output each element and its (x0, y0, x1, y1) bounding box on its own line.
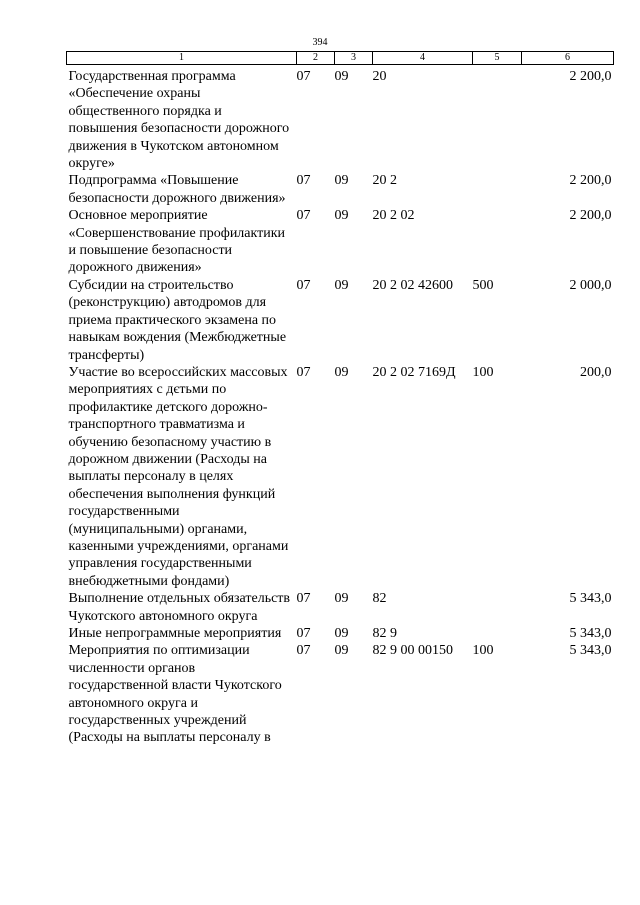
table-row (67, 590, 614, 625)
row-expense-type (473, 207, 522, 277)
row-expense-type: 100 (472, 643, 494, 659)
row-subsection: 09 (334, 173, 349, 189)
table-body (67, 65, 614, 747)
row-name: Выполнение отдельных обязательств Чукотского автономного округа (68, 591, 291, 624)
row-name: Основное мероприятие «Совершенствование профилактики и повышение безопасности дорожного движения» (68, 208, 286, 276)
row-subsection: 09 (334, 591, 349, 607)
table-row (67, 364, 614, 590)
row-section: 07 (296, 69, 311, 84)
row-name: Мероприятия по оптимизации численности органов государственной власти Чукотского автономного округа и государственных учреждений (Расходы на выплаты персоналу в (68, 643, 282, 746)
column-header: 3 (335, 52, 373, 65)
row-expense-type (473, 590, 522, 625)
row-amount: 200,0 (580, 364, 612, 380)
column-header: 5 (473, 52, 522, 65)
table-row (67, 642, 614, 746)
row-subsection: 09 (334, 643, 349, 659)
column-header: 4 (373, 52, 473, 65)
table-row (67, 207, 614, 277)
column-header: 1 (67, 52, 297, 65)
row-amount: 5 343,0 (569, 591, 612, 607)
row-amount: 5 343,0 (569, 643, 612, 659)
row-expense-type (473, 65, 522, 173)
row-amount: 5 343,0 (569, 626, 612, 641)
row-subsection: 09 (334, 208, 349, 224)
row-section: 07 (296, 591, 311, 607)
row-target-code: 82 9 (372, 626, 397, 641)
row-name: Подпрограмма «Повышение безопасности дорожного движения» (68, 173, 286, 206)
row-expense-type: 100 (472, 364, 494, 380)
row-target-code: 20 2 02 7169Д (372, 364, 456, 380)
row-name: Участие во всероссийских массовых мероприятиях с дєтьми по профилактике детского дорожно-транспортного травматизма и обучению безопасному участию в дорожном движении (Расходы на выплаты персоналу в целях обеспечения выполнения функций государственными (муниципальными) органами, казенными учреждениями, органами управления государственными внебюджетными фондами) (68, 364, 289, 589)
row-target-code: 20 (372, 69, 387, 84)
row-name: Иные непрограммные мероприятия (68, 626, 282, 641)
page-number: 394 (312, 37, 328, 48)
row-expense-type (473, 172, 522, 207)
row-amount: 2 200,0 (569, 208, 612, 224)
table-row (67, 172, 614, 207)
row-name: Субсидии на строительство (реконструкцию) автодромов для приема практического экзамена по навыкам вождения (Межбюджетные трансферты) (68, 277, 287, 363)
row-amount: 2 200,0 (569, 173, 612, 189)
row-amount: 2 000,0 (569, 277, 612, 293)
row-section: 07 (296, 626, 311, 641)
table-header (67, 52, 614, 65)
row-name: Государственная программа «Обеспечение охраны общественного порядка и повышения безопасности дорожного движения в Чукотском автономном округе» (68, 69, 290, 172)
row-target-code: 82 (372, 591, 387, 607)
budget-table (66, 51, 614, 747)
row-section: 07 (296, 208, 311, 224)
row-target-code: 20 2 (372, 173, 397, 189)
row-subsection: 09 (334, 277, 349, 293)
row-section: 07 (296, 643, 311, 659)
row-target-code: 82 9 00 00150 (372, 643, 453, 659)
table-row (67, 65, 614, 173)
row-subsection: 09 (334, 626, 349, 641)
row-target-code: 20 2 02 (372, 208, 415, 224)
row-subsection: 09 (334, 364, 349, 380)
column-header: 2 (297, 52, 335, 65)
row-expense-type (473, 625, 522, 642)
row-section: 07 (296, 364, 311, 380)
column-header: 6 (522, 52, 614, 65)
row-section: 07 (296, 173, 311, 189)
row-amount: 2 200,0 (569, 69, 612, 84)
table-row (67, 625, 614, 642)
row-expense-type: 500 (472, 277, 494, 293)
row-subsection: 09 (334, 69, 349, 84)
table-row (67, 277, 614, 364)
row-section: 07 (296, 277, 311, 293)
row-target-code: 20 2 02 42600 (372, 277, 453, 293)
